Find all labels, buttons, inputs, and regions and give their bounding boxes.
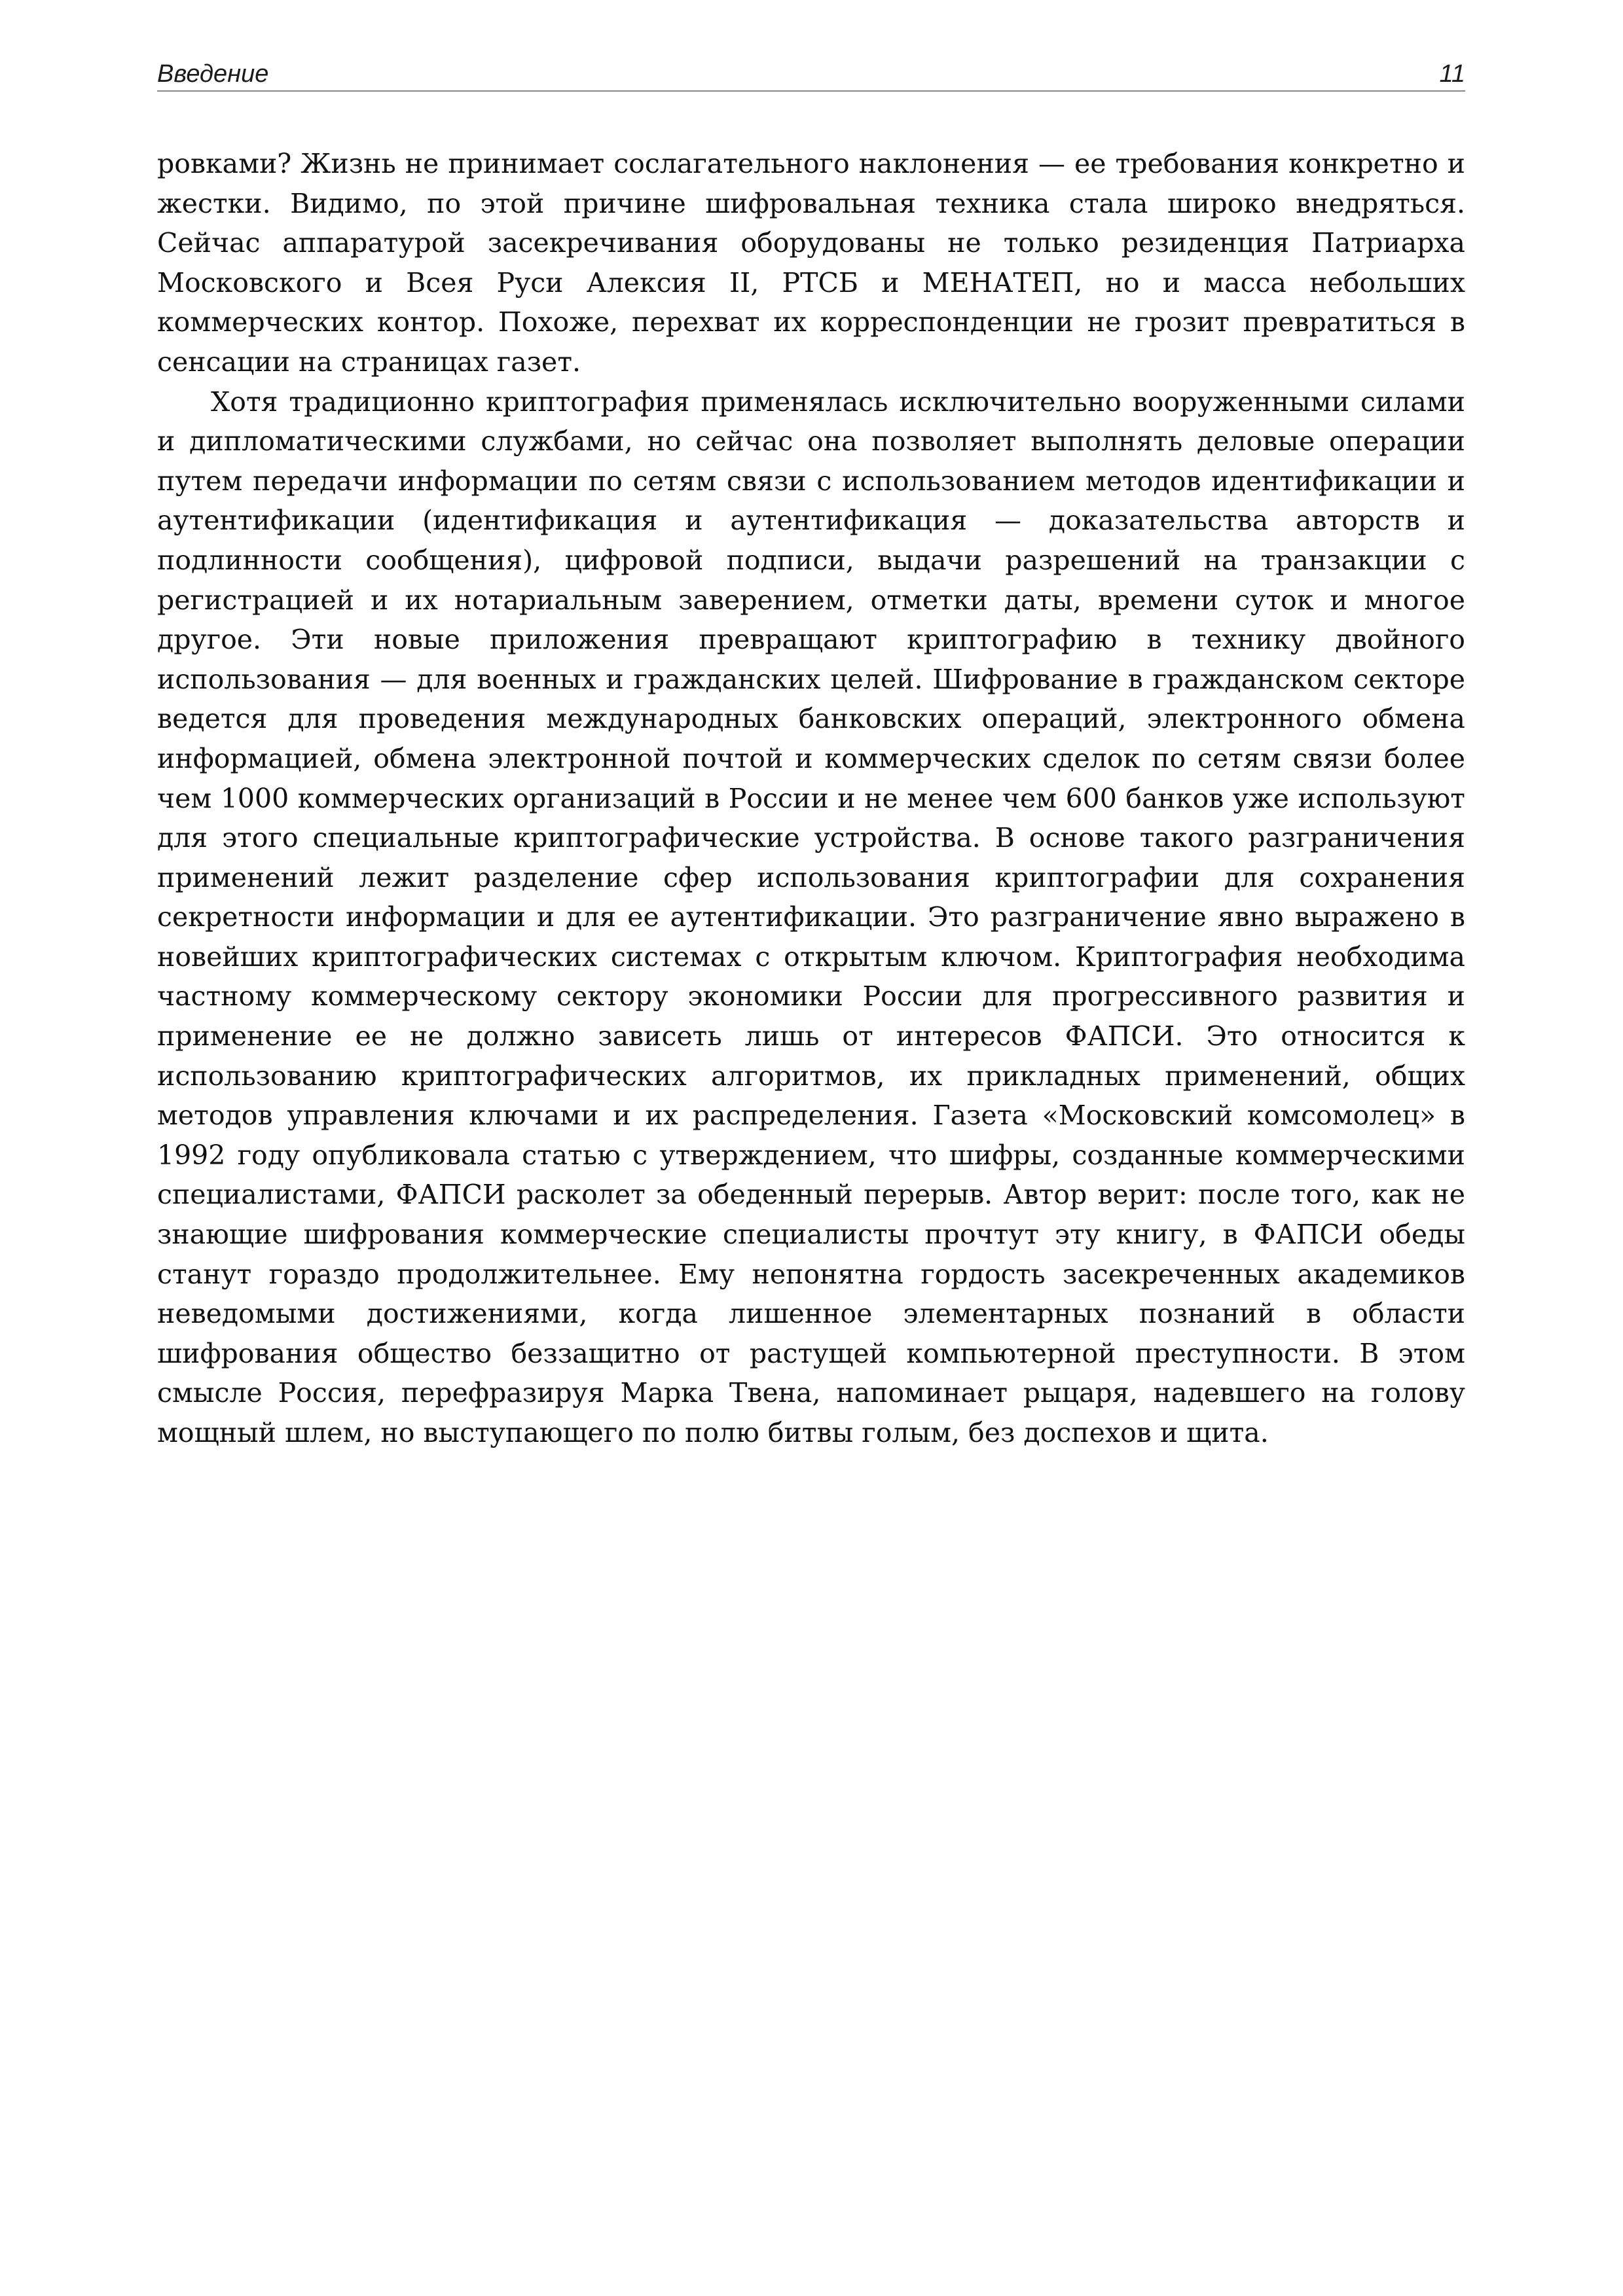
body-text xyxy=(157,144,1465,1453)
page-number: 11 xyxy=(1439,60,1465,88)
paragraph: Хотя традиционно криптография применялась исключительно вооруженными силами и дипломатическими службами, но сейчас она позволяет выполнять деловые операции путем передачи информации по сетям связи с использованием методов идентификации и аутентификации (идентификация и аутентификация — доказательства авторств и подлинности сообщения), цифровой подписи, выдачи разрешений на транзакции с регистрацией и их нотариальным заверением, отметки даты, времени суток и многое другое. Эти новые приложения превращают криптографию в технику двойного использования — для военных и гражданских целей. Шифрование в гражданском секторе ведется для проведения международных банковских операций, электронного обмена информацией, обмена электронной почтой и коммерческих сделок по сетям связи более чем 1000 коммерческих организаций в России и не менее чем 600 банков уже используют для этого специальные криптографические устройства. В основе такого разграничения применений лежит разделение сфер использования криптографии для сохранения секретности информации и для ее аутентификации. Это разграничение явно выражено в новейших криптографических системах с открытым ключом. Криптография необходима частному коммерческому сектору экономики России для прогрессивного развития и применение ее не должно зависеть лишь от интересов ФАПСИ. Это относится к использованию криптографических алгоритмов, их прикладных применений, общих методов управления ключами и их распределения. Газета «Московский комсомолец» в 1992 году опубликовала статью с утверждением, что шифры, созданные коммерческими специалистами, ФАПСИ расколет за обеденный перерыв. Автор верит: после того, как не знающие шифрования коммерческие специалисты прочтут эту книгу, в ФАПСИ обеды станут гораздо продолжительнее. Ему непонятна гордость засекреченных академиков неведомыми достижениями, когда лишенное элементарных познаний в области шифрования общество беззащитно от растущей компьютерной преступности. В этом смысле Россия, перефразируя Марка Твена, напоминает рыцаря, надевшего на голову мощный шлем, но выступающего по полю битвы голым, без доспехов и щита. xyxy=(157,386,1465,1448)
running-header xyxy=(157,58,1465,92)
section-title: Введение xyxy=(157,60,269,88)
paragraph-continued: ровками? Жизнь не принимает сослагательного наклонения — ее требования конкретно и жестки. Видимо, по этой причине шифровальная техника стала широко внедряться. Сейчас аппаратурой засекречивания оборудованы не только резиденция Патриарха Московского и Всея Руси Алексия II, РТСБ и МЕНАТЕП, но и масса небольших коммерческих контор. Похоже, перехват их корреспонденции не грозит превратиться в сенсации на страницах газет. xyxy=(157,148,1465,378)
